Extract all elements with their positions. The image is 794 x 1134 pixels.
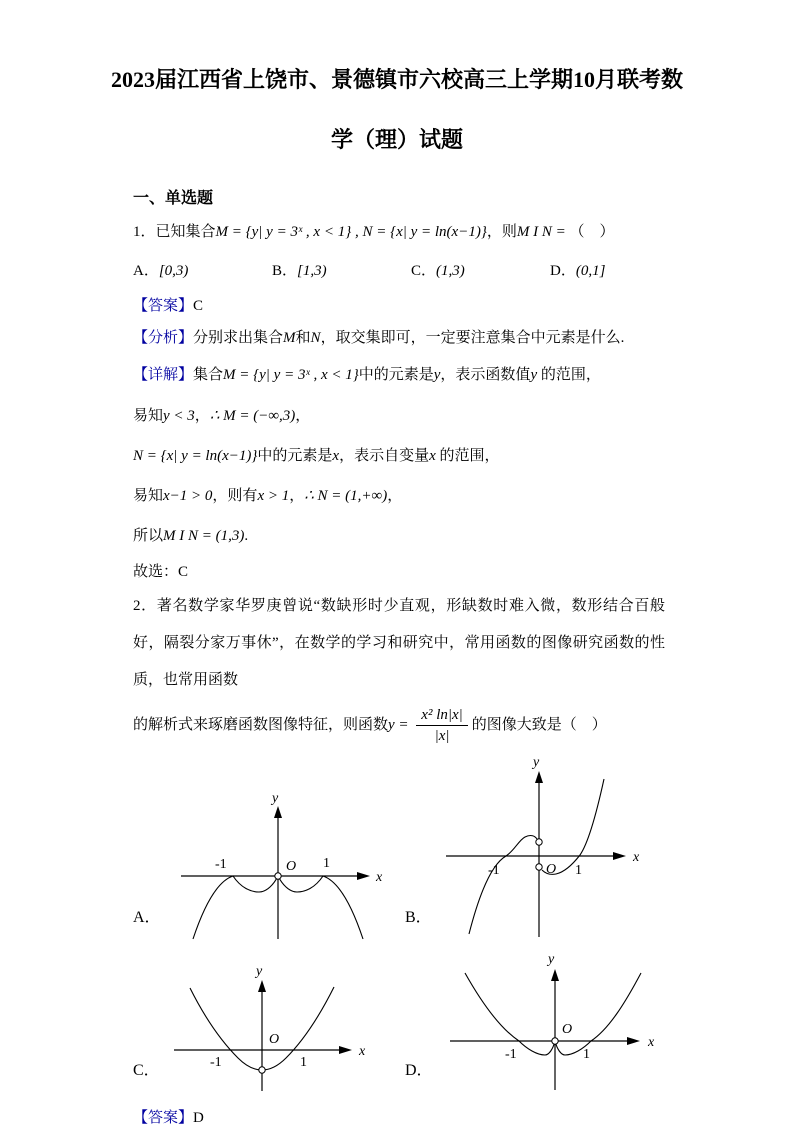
detail-label: 【详解】 bbox=[133, 366, 194, 383]
graph-d-tick-1: 1 bbox=[582, 1047, 590, 1062]
graph-b-ylabel: y bbox=[532, 755, 539, 770]
graph-b-tick-neg1: -1 bbox=[487, 863, 500, 878]
graph-a-ylabel: y bbox=[271, 791, 278, 806]
q1-option-a: A．[0,3) bbox=[133, 263, 189, 279]
q1-detail-line-1: 易知y < 3，∴ M = (−∞,3)， bbox=[133, 408, 311, 424]
graph-row-1 bbox=[133, 751, 665, 941]
graph-c-tick-neg1: -1 bbox=[209, 1055, 222, 1070]
graph-a-origin: O bbox=[285, 859, 296, 874]
q2-answer-line bbox=[133, 1102, 665, 1134]
graph-d bbox=[435, 949, 665, 1094]
q2-stem-paragraph: 2．著名数学家华罗庚曾说“数缺形时少直观，形缺数时难入微，数形结合百般好，隔裂分家万事休”，在数学的学习和研究中，常用函数的图像研究函数的性质，也常用函数 bbox=[133, 598, 665, 688]
graph-d-ylabel: y bbox=[547, 952, 554, 967]
answer-value: C bbox=[193, 298, 204, 314]
title-line-1: 2023届江西省上饶市、景德镇市六校高三上学期10月联考数 bbox=[110, 67, 683, 92]
graph-d-origin: O bbox=[561, 1022, 572, 1037]
title-line-2: 学（理）试题 bbox=[330, 127, 463, 152]
page-title bbox=[70, 0, 724, 170]
q2-formula-text: 的解析式来琢磨函数图像特征，则函数y = $\frac{\text{x² ln|x|}}{|x|}$ 的图像大致是（ ） bbox=[133, 706, 607, 744]
graph-c-xlabel: x bbox=[358, 1044, 365, 1059]
graph-a-letter: A． bbox=[133, 909, 161, 926]
graph-d-tick-neg1: -1 bbox=[504, 1047, 517, 1062]
q1-detail-intro bbox=[133, 354, 665, 396]
analysis-label: 【分析】 bbox=[133, 329, 194, 346]
graph-row-2 bbox=[133, 949, 665, 1094]
graph-b-tick-1: 1 bbox=[574, 863, 582, 878]
graph-c-tick-1: 1 bbox=[299, 1055, 307, 1070]
document-body bbox=[133, 186, 665, 1134]
q1-detail-line-3: 易知x−1 > 0，则有x > 1，∴ N = (1,+∞)， bbox=[133, 488, 403, 504]
q1-detail-line-4: 所以M I N = (1,3). bbox=[133, 528, 249, 544]
answer-value: D bbox=[193, 1110, 204, 1126]
q1-option-d: D．(0,1] bbox=[550, 263, 606, 279]
q2-graph-options bbox=[133, 751, 665, 1094]
graph-d-xlabel: x bbox=[647, 1035, 654, 1050]
q1-analysis-line bbox=[133, 322, 665, 354]
graph-a-tick-1: 1 bbox=[322, 856, 330, 871]
graph-option-a bbox=[133, 786, 405, 941]
q1-conclusion: 故选：C bbox=[133, 564, 189, 580]
graph-c-ylabel: y bbox=[255, 964, 262, 979]
graph-b bbox=[434, 751, 649, 941]
graph-a bbox=[163, 786, 393, 941]
graph-option-d bbox=[405, 949, 665, 1094]
answer-label: 【答案】 bbox=[133, 1109, 194, 1126]
graph-b-origin: O bbox=[545, 862, 556, 877]
q1-option-b: B．[1,3) bbox=[272, 263, 327, 279]
graph-b-letter: B． bbox=[405, 909, 432, 926]
graph-c-letter: C． bbox=[133, 1062, 160, 1079]
graph-b-xlabel: x bbox=[632, 850, 639, 865]
q1-options bbox=[133, 252, 665, 290]
q1-detail-line-2: N = {x| y = ln(x−1)}中的元素是x，表示自变量x 的范围， bbox=[133, 448, 500, 464]
answer-label: 【答案】 bbox=[133, 297, 194, 314]
graph-c-origin: O bbox=[268, 1032, 279, 1047]
analysis-text: 分别求出集合M和N，取交集即可，一定要注意集合中元素是什么. bbox=[193, 330, 625, 346]
graph-d-letter: D． bbox=[405, 1062, 433, 1079]
q1-answer-line bbox=[133, 290, 665, 322]
graph-c bbox=[162, 962, 377, 1094]
graph-a-xlabel: x bbox=[375, 870, 382, 885]
graph-a-tick-neg1: -1 bbox=[214, 857, 227, 872]
q1-stem: 1．已知集合M = {y| y = 3ˣ , x < 1} , N = {x| y = ln(x−1)}，则M I N = （ ） bbox=[133, 224, 615, 240]
graph-option-c bbox=[133, 962, 405, 1094]
graph-option-b bbox=[405, 751, 649, 941]
q2-formula-line bbox=[133, 699, 665, 751]
detail-intro-text: 集合M = {y| y = 3ˣ , x < 1}中的元素是y，表示函数值y 的范围， bbox=[193, 367, 601, 383]
q1-option-c: C．(1,3) bbox=[411, 263, 465, 279]
section-heading: 一、单选题 bbox=[133, 190, 214, 207]
